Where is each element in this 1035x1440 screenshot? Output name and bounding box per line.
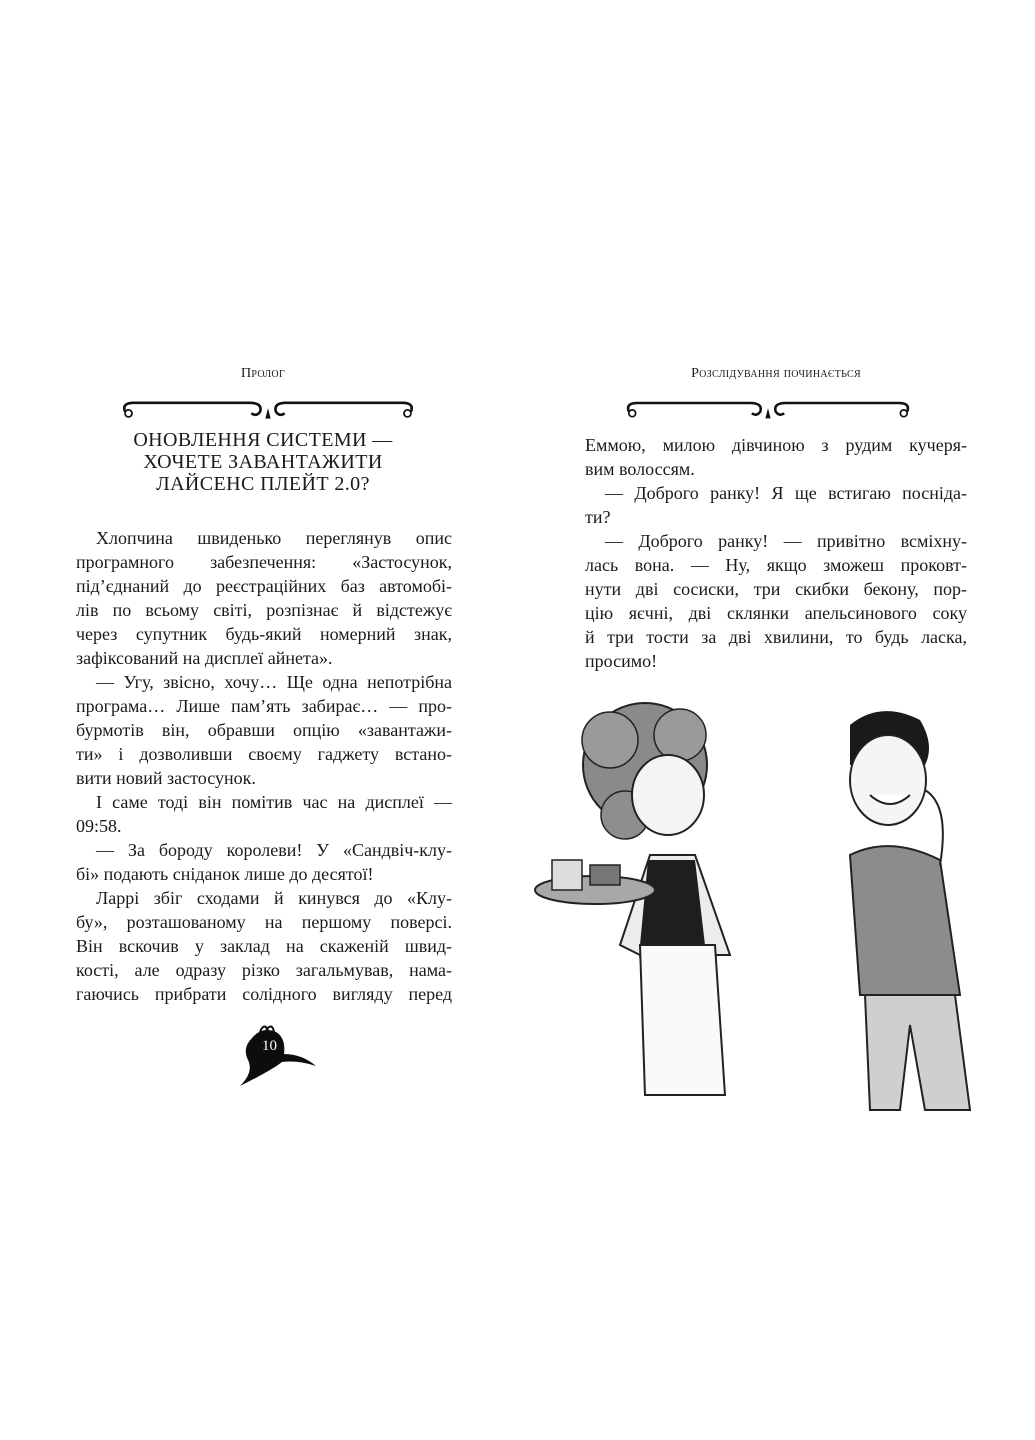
text-line: — За бороду королеви! У «Сандвіч-клу- <box>96 840 452 860</box>
ornament-divider-left <box>118 394 418 424</box>
text-line: Еммою, милою дівчиною з рудим кучеря- <box>585 435 967 455</box>
running-head-right: Розслідування починається <box>691 366 861 381</box>
text-line: зафіксований на дисплеї айнета». <box>76 648 333 668</box>
page-number: 10 <box>262 1038 277 1054</box>
chapter-title-line: ЛАЙСЕНС ПЛЕЙТ 2.0? <box>156 473 370 495</box>
left-body-text <box>76 526 452 1006</box>
page-number-badge <box>232 1020 322 1094</box>
text-line: й три тости за дві хвилини, то будь ласка, <box>585 627 967 647</box>
text-line: Хлопчина швиденько переглянув опис <box>96 528 452 548</box>
boy-figure <box>850 711 970 1110</box>
running-head-left: Пролог <box>240 366 286 381</box>
text-line: вим волоссям. <box>585 459 695 479</box>
text-line: бу», розташованому на першому поверсі. <box>76 912 452 932</box>
detective-hat-icon <box>232 1020 322 1090</box>
text-line: бурмотів він, обравши опцію «завантажи- <box>76 720 452 740</box>
text-line: просимо! <box>585 651 658 671</box>
text-line: лась вона. — Ну, якщо зможеш проковт- <box>585 555 967 575</box>
text-line: програма… Лише пам’ять забирає… — про- <box>76 696 452 716</box>
illustration-waitress-and-boy <box>530 695 1015 1115</box>
text-line: Ларрі збіг сходами й кинувся до «Клу- <box>96 888 452 908</box>
text-line: програмного забезпечення: «Застосунок, <box>76 552 452 572</box>
text-line: — Доброго ранку! — привітно всміхну- <box>605 531 967 551</box>
text-line: ти» і дозволивши своєму гаджету встано- <box>76 744 452 764</box>
text-line: через супутник будь-який номерний знак, <box>76 624 452 644</box>
text-line: 09:58. <box>76 816 122 836</box>
text-line: І саме тоді він помітив час на дисплеї — <box>96 792 452 812</box>
text-line: — Доброго ранку! Я ще встигаю посніда- <box>605 483 967 503</box>
text-line: кості, але одразу різко загальмував, нама- <box>76 960 452 980</box>
text-line: ти? <box>585 507 611 527</box>
chapter-title-line: ОНОВЛЕННЯ СИСТЕМИ — <box>133 429 393 451</box>
text-line: нути дві сосиски, три скибки бекону, пор- <box>585 579 967 599</box>
text-line: лів по всьому світі, розпізнає й відстежує <box>76 600 452 620</box>
chapter-title <box>74 429 452 495</box>
text-line: бі» подають сніданок лише до десятої! <box>76 864 374 884</box>
chapter-title-line: ХОЧЕТЕ ЗАВАНТАЖИТИ <box>143 451 383 473</box>
text-line: цію яєчні, дві склянки апельсинового соку <box>585 603 967 623</box>
text-line: гаючись прибрати солідного вигляду перед <box>76 984 452 1004</box>
waitress-figure <box>535 703 730 1095</box>
text-line: під’єднаний до реєстраційних баз автомобі- <box>76 576 452 596</box>
text-line: вити новий застосунок. <box>76 768 256 788</box>
text-line: Він вскочив у заклад на скаженій швид- <box>76 936 452 956</box>
ornament-divider-right <box>622 394 914 424</box>
text-line: — Угу, звісно, хочу… Ще одна непотрібна <box>96 672 452 692</box>
right-body-text <box>585 433 967 673</box>
